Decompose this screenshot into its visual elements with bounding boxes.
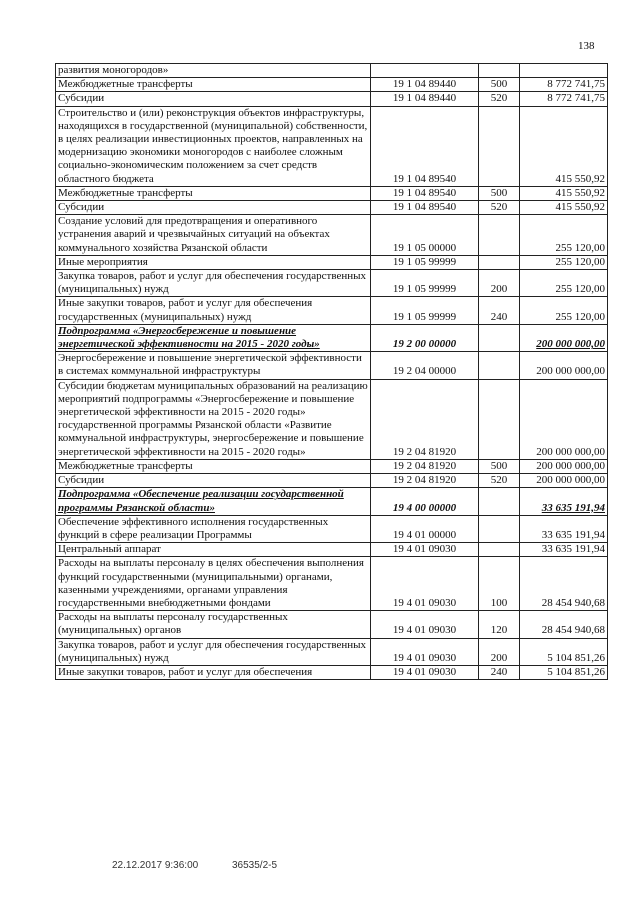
table-row	[56, 379, 608, 459]
row-name-cell: Иные мероприятия	[56, 255, 371, 269]
row-expense-type-cell: 500	[479, 459, 520, 473]
row-amount-cell	[520, 64, 608, 78]
row-amount-cell: 415 550,92	[520, 201, 608, 215]
row-name-cell: Расходы на выплаты персоналу государственных (муниципальных) органов	[56, 611, 371, 638]
row-name-cell: Обеспечение эффективного исполнения государственных функций в сфере реализации Программы	[56, 515, 371, 542]
row-name-cell: Межбюджетные трансферты	[56, 186, 371, 200]
row-name-cell: Иные закупки товаров, работ и услуг для обеспечения	[56, 665, 371, 679]
row-expense-type-cell	[479, 488, 520, 515]
budget-table	[55, 63, 608, 680]
row-name-cell: Строительство и (или) реконструкция объектов инфраструктуры, находящихся в государственной (муниципальной) собственности, в целях реализации инвестиционных проектов, направленных на модернизацию экономики моногородов с наиболее сложным социально-экономическим положением за счет средств областного бюджета	[56, 106, 371, 186]
row-amount-cell: 33 635 191,94	[520, 515, 608, 542]
row-name-cell: Энергосбережение и повышение энергетической эффективности в системах коммунальной инфраструктуры	[56, 352, 371, 379]
row-code-cell: 19 4 01 09030	[371, 638, 479, 665]
row-code-cell: 19 4 01 09030	[371, 611, 479, 638]
table-row	[56, 611, 608, 638]
row-amount-cell: 415 550,92	[520, 106, 608, 186]
row-code-cell: 19 1 04 89540	[371, 201, 479, 215]
row-expense-type-cell: 520	[479, 201, 520, 215]
row-amount-cell: 5 104 851,26	[520, 638, 608, 665]
row-expense-type-cell: 240	[479, 297, 520, 324]
row-code-cell: 19 4 01 09030	[371, 543, 479, 557]
row-amount-cell: 255 120,00	[520, 215, 608, 256]
row-amount-cell: 28 454 940,68	[520, 611, 608, 638]
table-row	[56, 352, 608, 379]
row-name-cell: Иные закупки товаров, работ и услуг для обеспечения государственных (муниципальных) нужд	[56, 297, 371, 324]
row-amount-cell: 255 120,00	[520, 270, 608, 297]
row-name-cell: развития моногородов»	[56, 64, 371, 78]
table-row	[56, 459, 608, 473]
row-amount-cell: 200 000 000,00	[520, 459, 608, 473]
row-amount-cell: 8 772 741,75	[520, 92, 608, 106]
row-name-cell: Закупка товаров, работ и услуг для обеспечения государственных (муниципальных) нужд	[56, 638, 371, 665]
row-name-cell: Субсидии	[56, 201, 371, 215]
row-expense-type-cell	[479, 324, 520, 351]
row-amount-cell: 33 635 191,94	[520, 543, 608, 557]
page-number: 138	[578, 40, 595, 52]
row-expense-type-cell: 200	[479, 270, 520, 297]
row-code-cell: 19 2 00 00000	[371, 324, 479, 351]
row-expense-type-cell	[479, 379, 520, 459]
row-code-cell: 19 4 01 09030	[371, 665, 479, 679]
row-code-cell: 19 1 05 99999	[371, 270, 479, 297]
table-row	[56, 64, 608, 78]
row-expense-type-cell	[479, 255, 520, 269]
row-name-cell: Центральный аппарат	[56, 543, 371, 557]
row-amount-cell: 8 772 741,75	[520, 78, 608, 92]
row-code-cell	[371, 64, 479, 78]
row-code-cell: 19 2 04 00000	[371, 352, 479, 379]
row-name-cell: Субсидии	[56, 92, 371, 106]
row-code-cell: 19 1 04 89440	[371, 78, 479, 92]
row-expense-type-cell: 500	[479, 186, 520, 200]
table-row	[56, 638, 608, 665]
table-row	[56, 270, 608, 297]
table-row	[56, 78, 608, 92]
row-name-cell: Расходы на выплаты персоналу в целях обеспечения выполнения функций государственными (муниципальными) органами, казенными учреждениями, органами управления государственными внебюджетными фондами	[56, 557, 371, 611]
row-expense-type-cell: 120	[479, 611, 520, 638]
row-code-cell: 19 4 01 00000	[371, 515, 479, 542]
row-amount-cell: 200 000 000,00	[520, 474, 608, 488]
row-name-cell: Межбюджетные трансферты	[56, 459, 371, 473]
row-code-cell: 19 1 05 99999	[371, 255, 479, 269]
row-expense-type-cell	[479, 106, 520, 186]
row-expense-type-cell	[479, 515, 520, 542]
row-name-cell: Межбюджетные трансферты	[56, 78, 371, 92]
row-expense-type-cell: 100	[479, 557, 520, 611]
row-amount-cell: 200 000 000,00	[520, 352, 608, 379]
row-amount-cell: 200 000 000,00	[520, 379, 608, 459]
row-amount-cell: 255 120,00	[520, 297, 608, 324]
row-code-cell: 19 2 04 81920	[371, 474, 479, 488]
row-expense-type-cell	[479, 215, 520, 256]
row-name-cell: Создание условий для предотвращения и оперативного устранения аварий и чрезвычайных ситуаций на объектах коммунального хозяйства Рязанской области	[56, 215, 371, 256]
row-name-cell: Закупка товаров, работ и услуг для обеспечения государственных (муниципальных) нужд	[56, 270, 371, 297]
row-code-cell: 19 2 04 81920	[371, 459, 479, 473]
row-expense-type-cell: 500	[479, 78, 520, 92]
row-name-cell: Субсидии	[56, 474, 371, 488]
row-amount-cell: 33 635 191,94	[520, 488, 608, 515]
row-amount-cell: 200 000 000,00	[520, 324, 608, 351]
row-expense-type-cell: 520	[479, 474, 520, 488]
row-expense-type-cell: 520	[479, 92, 520, 106]
table-row	[56, 92, 608, 106]
table-row	[56, 324, 608, 351]
footer-datetime: 22.12.2017 9:36:00	[112, 860, 199, 871]
footer-doc-code: 36535/2-5	[232, 860, 278, 871]
row-code-cell: 19 1 04 89540	[371, 106, 479, 186]
row-code-cell: 19 1 05 00000	[371, 215, 479, 256]
row-code-cell: 19 2 04 81920	[371, 379, 479, 459]
row-amount-cell: 415 550,92	[520, 186, 608, 200]
row-expense-type-cell: 200	[479, 638, 520, 665]
row-amount-cell: 255 120,00	[520, 255, 608, 269]
table-row	[56, 515, 608, 542]
table-row	[56, 557, 608, 611]
row-amount-cell: 28 454 940,68	[520, 557, 608, 611]
table-row	[56, 543, 608, 557]
row-expense-type-cell	[479, 64, 520, 78]
table-row	[56, 201, 608, 215]
table-row	[56, 255, 608, 269]
row-expense-type-cell: 240	[479, 665, 520, 679]
row-expense-type-cell	[479, 352, 520, 379]
table-row	[56, 474, 608, 488]
table-row	[56, 186, 608, 200]
row-code-cell: 19 4 01 09030	[371, 557, 479, 611]
row-amount-cell: 5 104 851,26	[520, 665, 608, 679]
table-row	[56, 297, 608, 324]
table-row	[56, 488, 608, 515]
row-name-cell: Подпрограмма «Энергосбережение и повышение энергетической эффективности на 2015 - 2020 годы»	[56, 324, 371, 351]
row-code-cell: 19 1 04 89440	[371, 92, 479, 106]
row-expense-type-cell	[479, 543, 520, 557]
row-code-cell: 19 1 04 89540	[371, 186, 479, 200]
table-row	[56, 665, 608, 679]
row-name-cell: Субсидии бюджетам муниципальных образований на реализацию мероприятий подпрограммы «Энергосбережение и повышение энергетической эффективности на 2015 - 2020 годы» государственной программы Рязанской области «Развитие коммунальной инфраструктуры, энергосбережение и повышение энергетической эффективности на 2015 - 2020 годы»	[56, 379, 371, 459]
row-code-cell: 19 1 05 99999	[371, 297, 479, 324]
row-code-cell: 19 4 00 00000	[371, 488, 479, 515]
row-name-cell: Подпрограмма «Обеспечение реализации государственной программы Рязанской области»	[56, 488, 371, 515]
table-row	[56, 106, 608, 186]
table-row	[56, 215, 608, 256]
